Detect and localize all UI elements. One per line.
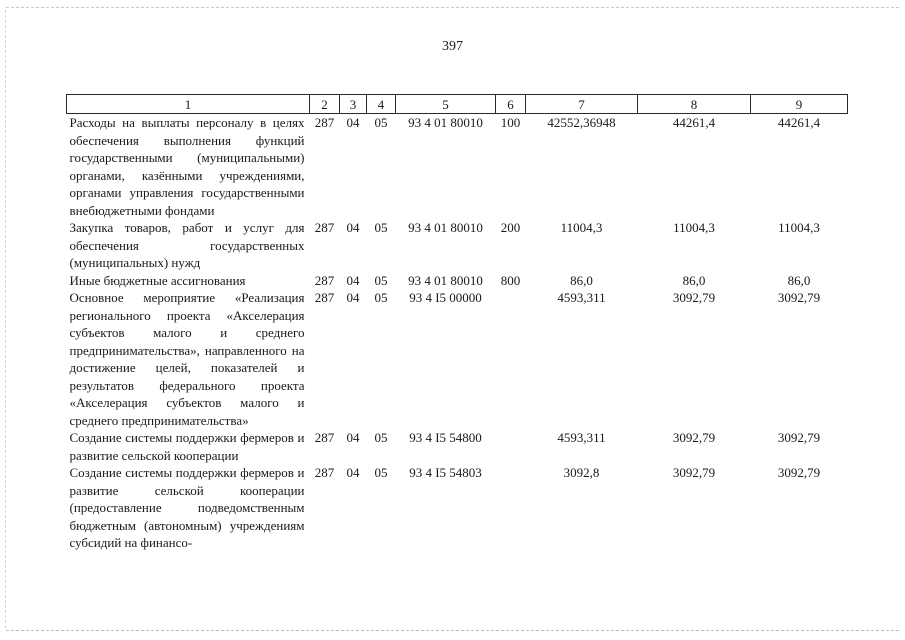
amount-col-8: 3092,79 (672, 465, 716, 480)
amount-col-9: 86,0 (787, 272, 811, 288)
column-header-5: 5 (396, 95, 496, 114)
subsection-code: 05 (374, 290, 388, 305)
row-name: Создание системы поддержки фермеров и развитие сельской кооперации (69, 430, 305, 463)
amount-col-8: 11004,3 (673, 220, 715, 235)
expense-type (496, 429, 526, 464)
admin-code: 287 (314, 220, 335, 235)
section-code: 04 (346, 115, 360, 130)
scan-edge-bottom (6, 630, 899, 631)
table-row (67, 272, 848, 290)
table-row (67, 114, 848, 220)
amount-col-8: 3092,79 (672, 430, 716, 445)
amount-col-7: 4593,311 (557, 430, 606, 445)
column-header-7: 7 (526, 95, 638, 114)
section-code: 04 (346, 220, 360, 235)
target-article: 93 4 01 80010 (408, 220, 483, 235)
row-name: Создание системы поддержки фермеров и развитие сельской кооперации (предоставление подведомственным бюджетным (автономным) учреждениям субсидий на финансо- (69, 465, 305, 550)
amount-col-9: 3092,79 (777, 465, 821, 480)
row-name: Закупка товаров, работ и услуг для обеспечения государственных (муниципальных) нужд (69, 220, 305, 270)
admin-code: 287 (314, 272, 335, 288)
column-header-1: 1 (67, 95, 310, 114)
subsection-code: 05 (374, 115, 388, 130)
subsection-code: 05 (374, 430, 388, 445)
subsection-code: 05 (374, 465, 388, 480)
amount-col-7: 4593,311 (557, 290, 606, 305)
row-name: Иные бюджетные ассигнования (69, 272, 246, 288)
row-name: Расходы на выплаты персоналу в целях обеспечения выполнения функций государственными (муниципальными) органами, казёнными учреждениями, органами управления государственными внебюджетными фондами (69, 115, 305, 218)
column-header-8: 8 (638, 95, 751, 114)
target-article: 93 4 I5 00000 (409, 290, 482, 305)
admin-code: 287 (314, 290, 335, 305)
admin-code: 287 (314, 465, 335, 480)
section-code: 04 (346, 465, 360, 480)
amount-col-7: 42552,36948 (547, 115, 616, 130)
table-row (67, 219, 848, 272)
column-header-2: 2 (310, 95, 340, 114)
expense-type: 200 (500, 220, 521, 235)
subsection-code: 05 (374, 272, 388, 288)
scan-edge-top (6, 7, 899, 8)
amount-col-8: 3092,79 (672, 290, 716, 305)
column-header-6: 6 (496, 95, 526, 114)
section-code: 04 (346, 272, 360, 288)
column-header-3: 3 (340, 95, 367, 114)
budget-table (66, 94, 848, 552)
section-code: 04 (346, 290, 360, 305)
subsection-code: 05 (374, 220, 388, 235)
admin-code: 287 (314, 115, 335, 130)
amount-col-8: 44261,4 (672, 115, 716, 130)
amount-col-8: 86,0 (682, 272, 706, 288)
expense-type (496, 464, 526, 552)
target-article: 93 4 01 80010 (408, 115, 483, 130)
table-row (67, 429, 848, 464)
amount-col-9: 44261,4 (777, 115, 821, 130)
amount-col-7: 86,0 (570, 272, 593, 288)
target-article: 93 4 01 80010 (408, 272, 483, 288)
table-row (67, 289, 848, 429)
expense-type (496, 289, 526, 429)
page-number: 397 (442, 39, 463, 54)
target-article: 93 4 I5 54800 (409, 430, 482, 445)
amount-col-9: 3092,79 (777, 430, 821, 445)
amount-col-7: 11004,3 (560, 220, 603, 235)
column-header-9: 9 (751, 95, 848, 114)
amount-col-7: 3092,8 (563, 465, 600, 480)
target-article: 93 4 I5 54803 (409, 465, 482, 480)
expense-type: 800 (500, 272, 521, 288)
scan-edge-left (5, 10, 6, 628)
table-header-row (67, 95, 848, 114)
admin-code: 287 (314, 430, 335, 445)
section-code: 04 (346, 430, 360, 445)
amount-col-9: 3092,79 (777, 290, 821, 305)
expense-type: 100 (500, 115, 521, 130)
row-name: Основное мероприятие «Реализация регионального проекта «Акселерация субъектов малого и среднего предпринимательства», направленного на достижение целей, показателей и результатов федерального проекта «Акселерация субъектов малого и среднего предпринимательства» (69, 290, 305, 428)
column-header-4: 4 (367, 95, 396, 114)
table-row (67, 464, 848, 552)
amount-col-9: 11004,3 (778, 220, 820, 235)
